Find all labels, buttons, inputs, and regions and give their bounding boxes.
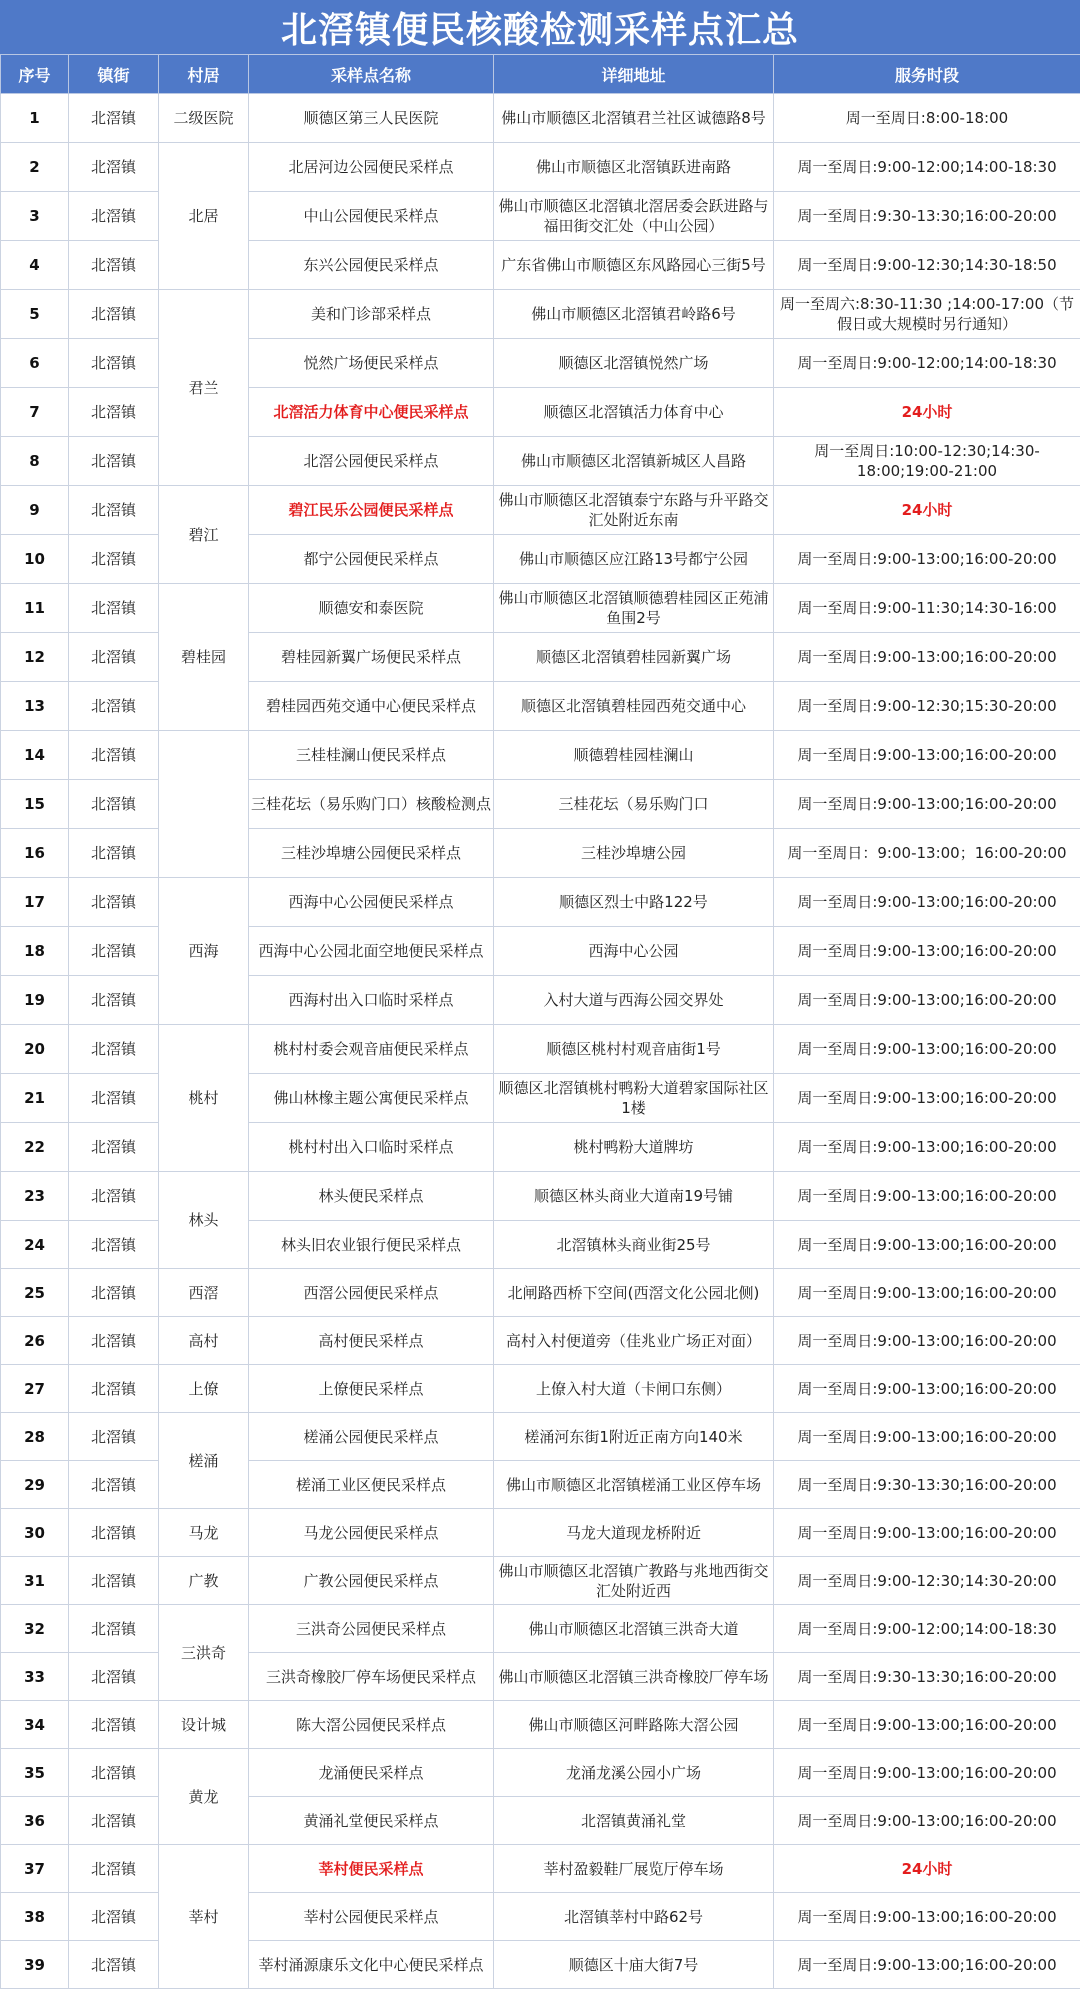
row-town: 北滘镇 xyxy=(69,1605,159,1653)
row-index: 38 xyxy=(1,1893,69,1941)
row-village xyxy=(159,731,249,878)
header-address: 详细地址 xyxy=(494,55,774,94)
row-site-name: 三桂沙埠塘公园便民采样点 xyxy=(249,829,494,878)
row-hours: 周一至周日:9:00-13:00;16:00-20:00 xyxy=(774,1365,1080,1413)
row-site-name: 龙涌便民采样点 xyxy=(249,1749,494,1797)
table-row xyxy=(1,1509,1080,1557)
row-hours: 周一至周日:9:00-13:00;16:00-20:00 xyxy=(774,1172,1080,1221)
table-row xyxy=(1,1365,1080,1413)
row-town: 北滘镇 xyxy=(69,143,159,192)
row-site-name: 碧桂园新翼广场便民采样点 xyxy=(249,633,494,682)
row-town: 北滘镇 xyxy=(69,584,159,633)
row-hours: 周一至周日:9:00-13:00;16:00-20:00 xyxy=(774,1269,1080,1317)
row-index: 18 xyxy=(1,927,69,976)
row-hours: 周一至周日:9:00-13:00;16:00-20:00 xyxy=(774,1701,1080,1749)
row-index: 10 xyxy=(1,535,69,584)
row-address: 顺德区北滘镇桃村鸭粉大道碧家国际社区1楼 xyxy=(494,1074,774,1123)
row-town: 北滘镇 xyxy=(69,94,159,143)
row-town: 北滘镇 xyxy=(69,1461,159,1509)
row-address: 佛山市顺德区北滘镇三洪奇大道 xyxy=(494,1605,774,1653)
row-site-name: 北滘活力体育中心便民采样点 xyxy=(249,388,494,437)
row-hours: 周一至周日:9:00-13:00;16:00-20:00 xyxy=(774,927,1080,976)
row-town: 北滘镇 xyxy=(69,1025,159,1074)
row-site-name: 悦然广场便民采样点 xyxy=(249,339,494,388)
row-index: 20 xyxy=(1,1025,69,1074)
row-town: 北滘镇 xyxy=(69,486,159,535)
row-hours: 周一至周日:9:00-13:00;16:00-20:00 xyxy=(774,1025,1080,1074)
row-town: 北滘镇 xyxy=(69,437,159,486)
table-row xyxy=(1,1413,1080,1461)
table-row xyxy=(1,1025,1080,1074)
row-index: 19 xyxy=(1,976,69,1025)
row-village: 碧桂园 xyxy=(159,584,249,731)
row-address: 马龙大道现龙桥附近 xyxy=(494,1509,774,1557)
row-address: 上僚入村大道（卡闸口东侧） xyxy=(494,1365,774,1413)
row-index: 24 xyxy=(1,1221,69,1269)
row-hours: 周一至周日：9:00-13:00；16:00-20:00 xyxy=(774,829,1080,878)
row-hours: 周一至周日:9:00-12:30;14:30-18:50 xyxy=(774,241,1080,290)
row-index: 11 xyxy=(1,584,69,633)
row-index: 39 xyxy=(1,1941,69,1989)
row-site-name: 莘村涌源康乐文化中心便民采样点 xyxy=(249,1941,494,1989)
row-index: 12 xyxy=(1,633,69,682)
header-hours: 服务时段 xyxy=(774,55,1080,94)
row-village: 林头 xyxy=(159,1172,249,1269)
row-address: 佛山市顺德区北滘镇跃进南路 xyxy=(494,143,774,192)
row-town: 北滘镇 xyxy=(69,1749,159,1797)
table-row xyxy=(1,1269,1080,1317)
row-hours: 周一至周日:9:00-12:00;14:00-18:30 xyxy=(774,1605,1080,1653)
row-index: 6 xyxy=(1,339,69,388)
row-site-name: 佛山林橡主题公寓便民采样点 xyxy=(249,1074,494,1123)
row-index: 29 xyxy=(1,1461,69,1509)
row-hours: 周一至周日:9:00-13:00;16:00-20:00 xyxy=(774,878,1080,927)
row-address: 桃村鸭粉大道牌坊 xyxy=(494,1123,774,1172)
row-index: 33 xyxy=(1,1653,69,1701)
row-site-name: 三洪奇公园便民采样点 xyxy=(249,1605,494,1653)
row-address: 北闸路西桥下空间(西滘文化公园北侧) xyxy=(494,1269,774,1317)
row-site-name: 陈大滘公园便民采样点 xyxy=(249,1701,494,1749)
row-address: 佛山市顺德区北滘镇槎涌工业区停车场 xyxy=(494,1461,774,1509)
table-row xyxy=(1,1845,1080,1893)
row-index: 8 xyxy=(1,437,69,486)
row-town: 北滘镇 xyxy=(69,1701,159,1749)
row-village: 北居 xyxy=(159,143,249,290)
row-index: 32 xyxy=(1,1605,69,1653)
row-index: 1 xyxy=(1,94,69,143)
row-village: 上僚 xyxy=(159,1365,249,1413)
row-hours: 周一至周日:9:00-12:30;14:30-20:00 xyxy=(774,1557,1080,1605)
row-index: 2 xyxy=(1,143,69,192)
row-index: 31 xyxy=(1,1557,69,1605)
row-site-name: 林头便民采样点 xyxy=(249,1172,494,1221)
row-hours: 周一至周日:9:30-13:30;16:00-20:00 xyxy=(774,192,1080,241)
row-town: 北滘镇 xyxy=(69,1123,159,1172)
page-title: 北滘镇便民核酸检测采样点汇总 xyxy=(0,0,1080,54)
row-address: 佛山市顺德区北滘镇顺德碧桂园区正苑浦鱼围2号 xyxy=(494,584,774,633)
row-address: 顺德区烈士中路122号 xyxy=(494,878,774,927)
row-site-name: 都宁公园便民采样点 xyxy=(249,535,494,584)
row-site-name: 三桂桂澜山便民采样点 xyxy=(249,731,494,780)
row-address: 顺德区桃村村观音庙街1号 xyxy=(494,1025,774,1074)
row-hours: 周一至周日:8:00-18:00 xyxy=(774,94,1080,143)
row-index: 14 xyxy=(1,731,69,780)
row-address: 北滘镇莘村中路62号 xyxy=(494,1893,774,1941)
table-row xyxy=(1,1701,1080,1749)
row-hours: 周一至周日:10:00-12:30;14:30-18:00;19:00-21:00 xyxy=(774,437,1080,486)
row-index: 27 xyxy=(1,1365,69,1413)
row-index: 25 xyxy=(1,1269,69,1317)
row-index: 16 xyxy=(1,829,69,878)
row-town: 北滘镇 xyxy=(69,731,159,780)
row-index: 3 xyxy=(1,192,69,241)
row-hours: 周一至周日:9:30-13:30;16:00-20:00 xyxy=(774,1461,1080,1509)
table-header-row xyxy=(1,55,1080,94)
row-site-name: 西海中心公园北面空地便民采样点 xyxy=(249,927,494,976)
row-index: 28 xyxy=(1,1413,69,1461)
row-site-name: 桃村村委会观音庙便民采样点 xyxy=(249,1025,494,1074)
row-village: 西滘 xyxy=(159,1269,249,1317)
row-site-name: 西海中心公园便民采样点 xyxy=(249,878,494,927)
row-address: 佛山市顺德区北滘镇君岭路6号 xyxy=(494,290,774,339)
row-town: 北滘镇 xyxy=(69,1317,159,1365)
row-address: 佛山市顺德区北滘镇三洪奇橡胶厂停车场 xyxy=(494,1653,774,1701)
row-hours: 周一至周日:9:00-11:30;14:30-16:00 xyxy=(774,584,1080,633)
row-address: 高村入村便道旁（佳兆业广场正对面） xyxy=(494,1317,774,1365)
row-town: 北滘镇 xyxy=(69,1074,159,1123)
row-town: 北滘镇 xyxy=(69,339,159,388)
row-index: 30 xyxy=(1,1509,69,1557)
row-site-name: 广教公园便民采样点 xyxy=(249,1557,494,1605)
row-hours: 周一至周日:9:00-13:00;16:00-20:00 xyxy=(774,1221,1080,1269)
row-hours: 周一至周日:9:30-13:30;16:00-20:00 xyxy=(774,1653,1080,1701)
row-hours: 周一至周日:9:00-13:00;16:00-20:00 xyxy=(774,1074,1080,1123)
row-index: 17 xyxy=(1,878,69,927)
row-hours: 周一至周日:9:00-12:00;14:00-18:30 xyxy=(774,143,1080,192)
row-address: 佛山市顺德区北滘镇君兰社区诚德路8号 xyxy=(494,94,774,143)
row-hours: 周一至周日:9:00-13:00;16:00-20:00 xyxy=(774,633,1080,682)
row-address: 顺德区十庙大街7号 xyxy=(494,1941,774,1989)
row-address: 顺德区林头商业大道南19号铺 xyxy=(494,1172,774,1221)
row-index: 35 xyxy=(1,1749,69,1797)
row-site-name: 莘村公园便民采样点 xyxy=(249,1893,494,1941)
row-town: 北滘镇 xyxy=(69,192,159,241)
row-site-name: 高村便民采样点 xyxy=(249,1317,494,1365)
row-site-name: 桃村村出入口临时采样点 xyxy=(249,1123,494,1172)
row-address: 佛山市顺德区北滘镇泰宁东路与升平路交汇处附近东南 xyxy=(494,486,774,535)
row-village: 马龙 xyxy=(159,1509,249,1557)
row-index: 9 xyxy=(1,486,69,535)
row-town: 北滘镇 xyxy=(69,1653,159,1701)
row-town: 北滘镇 xyxy=(69,976,159,1025)
row-site-name: 中山公园便民采样点 xyxy=(249,192,494,241)
table-row xyxy=(1,1317,1080,1365)
row-town: 北滘镇 xyxy=(69,1509,159,1557)
row-address: 佛山市顺德区北滘镇北滘居委会跃进路与福田街交汇处（中山公园） xyxy=(494,192,774,241)
row-address: 槎涌河东街1附近正南方向140米 xyxy=(494,1413,774,1461)
row-town: 北滘镇 xyxy=(69,1845,159,1893)
row-village: 三洪奇 xyxy=(159,1605,249,1701)
row-site-name: 西海村出入口临时采样点 xyxy=(249,976,494,1025)
row-address: 佛山市顺德区应江路13号都宁公园 xyxy=(494,535,774,584)
row-address: 佛山市顺德区北滘镇广教路与兆地西街交汇处附近西 xyxy=(494,1557,774,1605)
row-address: 西海中心公园 xyxy=(494,927,774,976)
row-town: 北滘镇 xyxy=(69,1269,159,1317)
row-town: 北滘镇 xyxy=(69,241,159,290)
row-site-name: 北居河边公园便民采样点 xyxy=(249,143,494,192)
table-row xyxy=(1,1557,1080,1605)
table-row xyxy=(1,1172,1080,1221)
row-site-name: 顺德安和泰医院 xyxy=(249,584,494,633)
row-hours: 周一至周日:9:00-13:00;16:00-20:00 xyxy=(774,1941,1080,1989)
header-index: 序号 xyxy=(1,55,69,94)
row-index: 5 xyxy=(1,290,69,339)
row-site-name: 西滘公园便民采样点 xyxy=(249,1269,494,1317)
row-town: 北滘镇 xyxy=(69,1221,159,1269)
row-address: 北滘镇林头商业街25号 xyxy=(494,1221,774,1269)
row-address: 北滘镇黄涌礼堂 xyxy=(494,1797,774,1845)
table-row xyxy=(1,878,1080,927)
row-site-name: 东兴公园便民采样点 xyxy=(249,241,494,290)
row-town: 北滘镇 xyxy=(69,1941,159,1989)
row-village: 二级医院 xyxy=(159,94,249,143)
row-index: 21 xyxy=(1,1074,69,1123)
row-address: 佛山市顺德区河畔路陈大滘公园 xyxy=(494,1701,774,1749)
row-index: 36 xyxy=(1,1797,69,1845)
row-address: 广东省佛山市顺德区东风路园心三街5号 xyxy=(494,241,774,290)
row-village: 君兰 xyxy=(159,290,249,486)
row-site-name: 莘村便民采样点 xyxy=(249,1845,494,1893)
row-site-name: 黄涌礼堂便民采样点 xyxy=(249,1797,494,1845)
header-village: 村居 xyxy=(159,55,249,94)
row-village: 碧江 xyxy=(159,486,249,584)
row-town: 北滘镇 xyxy=(69,1557,159,1605)
sampling-points-table xyxy=(0,54,1080,1989)
row-town: 北滘镇 xyxy=(69,829,159,878)
row-address: 顺德碧桂园桂澜山 xyxy=(494,731,774,780)
row-hours: 周一至周六:8:30-11:30 ;14:00-17:00（节假日或大规模时另行通知） xyxy=(774,290,1080,339)
row-village: 设计城 xyxy=(159,1701,249,1749)
table-row xyxy=(1,290,1080,339)
row-hours: 24小时 xyxy=(774,486,1080,535)
row-hours: 周一至周日:9:00-13:00;16:00-20:00 xyxy=(774,1749,1080,1797)
row-index: 23 xyxy=(1,1172,69,1221)
header-site-name: 采样点名称 xyxy=(249,55,494,94)
row-address: 顺德区北滘镇悦然广场 xyxy=(494,339,774,388)
row-town: 北滘镇 xyxy=(69,1413,159,1461)
row-town: 北滘镇 xyxy=(69,1365,159,1413)
row-hours: 24小时 xyxy=(774,1845,1080,1893)
table-row xyxy=(1,94,1080,143)
row-address: 顺德区北滘镇碧桂园新翼广场 xyxy=(494,633,774,682)
row-site-name: 三洪奇橡胶厂停车场便民采样点 xyxy=(249,1653,494,1701)
row-town: 北滘镇 xyxy=(69,1893,159,1941)
row-site-name: 上僚便民采样点 xyxy=(249,1365,494,1413)
row-village: 黄龙 xyxy=(159,1749,249,1845)
row-town: 北滘镇 xyxy=(69,682,159,731)
row-site-name: 北滘公园便民采样点 xyxy=(249,437,494,486)
row-village: 莘村 xyxy=(159,1845,249,1989)
row-town: 北滘镇 xyxy=(69,1797,159,1845)
row-address: 莘村盈毅鞋厂展览厅停车场 xyxy=(494,1845,774,1893)
row-hours: 周一至周日:9:00-13:00;16:00-20:00 xyxy=(774,1893,1080,1941)
row-hours: 周一至周日:9:00-12:00;14:00-18:30 xyxy=(774,339,1080,388)
row-address: 三桂花坛（易乐购门口 xyxy=(494,780,774,829)
row-town: 北滘镇 xyxy=(69,878,159,927)
row-index: 37 xyxy=(1,1845,69,1893)
row-hours: 周一至周日:9:00-13:00;16:00-20:00 xyxy=(774,1797,1080,1845)
row-site-name: 三桂花坛（易乐购门口）核酸检测点 xyxy=(249,780,494,829)
row-site-name: 碧江民乐公园便民采样点 xyxy=(249,486,494,535)
row-site-name: 美和门诊部采样点 xyxy=(249,290,494,339)
row-index: 34 xyxy=(1,1701,69,1749)
row-town: 北滘镇 xyxy=(69,1172,159,1221)
row-address: 佛山市顺德区北滘镇新城区人昌路 xyxy=(494,437,774,486)
row-address: 顺德区北滘镇活力体育中心 xyxy=(494,388,774,437)
row-town: 北滘镇 xyxy=(69,927,159,976)
row-index: 22 xyxy=(1,1123,69,1172)
row-site-name: 槎涌工业区便民采样点 xyxy=(249,1461,494,1509)
row-hours: 周一至周日:9:00-13:00;16:00-20:00 xyxy=(774,1317,1080,1365)
row-town: 北滘镇 xyxy=(69,535,159,584)
row-hours: 周一至周日:9:00-12:30;15:30-20:00 xyxy=(774,682,1080,731)
row-town: 北滘镇 xyxy=(69,780,159,829)
row-town: 北滘镇 xyxy=(69,633,159,682)
row-site-name: 顺德区第三人民医院 xyxy=(249,94,494,143)
table-row xyxy=(1,1749,1080,1797)
row-address: 顺德区北滘镇碧桂园西苑交通中心 xyxy=(494,682,774,731)
row-address: 龙涌龙溪公园小广场 xyxy=(494,1749,774,1797)
row-hours: 周一至周日:9:00-13:00;16:00-20:00 xyxy=(774,1413,1080,1461)
row-village: 高村 xyxy=(159,1317,249,1365)
row-village: 广教 xyxy=(159,1557,249,1605)
row-index: 7 xyxy=(1,388,69,437)
table-row xyxy=(1,486,1080,535)
table-row xyxy=(1,731,1080,780)
row-town: 北滘镇 xyxy=(69,290,159,339)
row-hours: 周一至周日:9:00-13:00;16:00-20:00 xyxy=(774,1123,1080,1172)
row-index: 26 xyxy=(1,1317,69,1365)
row-hours: 周一至周日:9:00-13:00;16:00-20:00 xyxy=(774,731,1080,780)
row-hours: 周一至周日:9:00-13:00;16:00-20:00 xyxy=(774,976,1080,1025)
row-site-name: 碧桂园西苑交通中心便民采样点 xyxy=(249,682,494,731)
table-row xyxy=(1,584,1080,633)
row-hours: 周一至周日:9:00-13:00;16:00-20:00 xyxy=(774,780,1080,829)
row-index: 4 xyxy=(1,241,69,290)
row-address: 三桂沙埠塘公园 xyxy=(494,829,774,878)
row-village: 西海 xyxy=(159,878,249,1025)
table-row xyxy=(1,143,1080,192)
row-index: 15 xyxy=(1,780,69,829)
row-village: 桃村 xyxy=(159,1025,249,1172)
row-hours: 24小时 xyxy=(774,388,1080,437)
row-hours: 周一至周日:9:00-13:00;16:00-20:00 xyxy=(774,1509,1080,1557)
table-body xyxy=(1,94,1080,1989)
row-town: 北滘镇 xyxy=(69,388,159,437)
table-row xyxy=(1,1605,1080,1653)
header-town: 镇街 xyxy=(69,55,159,94)
row-site-name: 槎涌公园便民采样点 xyxy=(249,1413,494,1461)
row-address: 入村大道与西海公园交界处 xyxy=(494,976,774,1025)
row-village: 槎涌 xyxy=(159,1413,249,1509)
row-site-name: 林头旧农业银行便民采样点 xyxy=(249,1221,494,1269)
row-hours: 周一至周日:9:00-13:00;16:00-20:00 xyxy=(774,535,1080,584)
row-site-name: 马龙公园便民采样点 xyxy=(249,1509,494,1557)
row-index: 13 xyxy=(1,682,69,731)
